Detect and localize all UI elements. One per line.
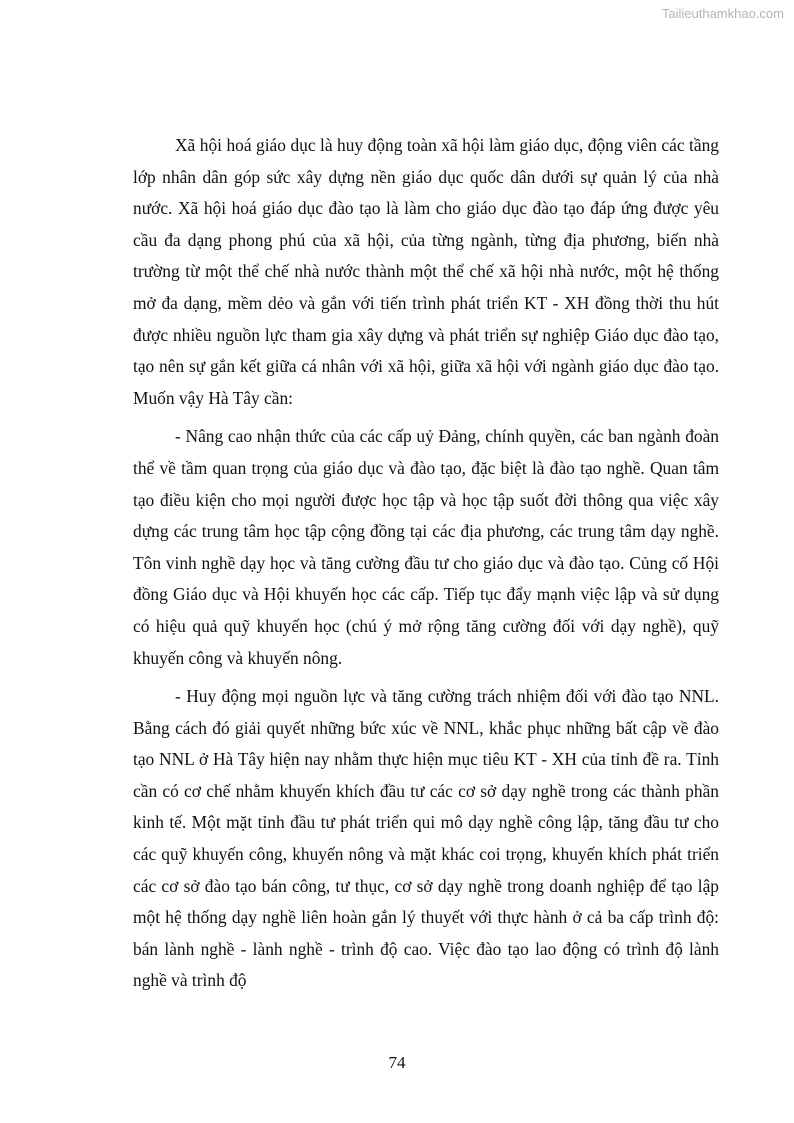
page-body [133,130,719,1004]
paragraph-1: Xã hội hoá giáo dục là huy động toàn xã hội làm giáo dục, động viên các tầng lớp nhân dân góp sức xây dựng nền giáo dục quốc dân dưới sự quản lý của nhà nước. Xã hội hoá giáo dục đào tạo là làm cho giáo dục đào tạo đáp ứng được yêu cầu đa dạng phong phú của xã hội, của từng ngành, từng địa phương, biến nhà trường từ một thể chế nhà nước thành một thể chế xã hội nhà nước, một hệ thống mở đa dạng, mềm dẻo và gắn với tiến trình phát triển KT - XH đồng thời thu hút được nhiều nguồn lực tham gia xây dựng và phát triển sự nghiệp Giáo dục đào tạo, tạo nên sự gắn kết giữa cá nhân với xã hội, giữa xã hội với ngành giáo dục đào tạo. Muốn vậy Hà Tây cần: [133,135,719,408]
watermark: Tailieuthamkhao.com [661,6,784,21]
paragraph-2: - Nâng cao nhận thức của các cấp uỷ Đảng, chính quyền, các ban ngành đoàn thể về tầm quan trọng của giáo dục và đào tạo, đặc biệt là đào tạo nghề. Quan tâm tạo điều kiện cho mọi người được học tập và học tập suốt đời thông qua việc xây dựng các trung tâm học tập cộng đồng tại các địa phương, các trung tâm dạy nghề. Tôn vinh nghề dạy học và tăng cường đầu tư cho giáo dục và đào tạo. Củng cố Hội đồng Giáo dục và Hội khuyến học các cấp. Tiếp tục đẩy mạnh việc lập và sử dụng có hiệu quả quỹ khuyến học (chú ý mở rộng tăng cường đối với dạy nghề), quỹ khuyến công và khuyến nông. [133,426,719,668]
page-number: 74 [388,1053,406,1072]
paragraph-3: - Huy động mọi nguồn lực và tăng cường trách nhiệm đối với đào tạo NNL. Bằng cách đó giải quyết những bức xúc về NNL, khắc phục những bất cập về đào tạo NNL ở Hà Tây hiện nay nhằm thực hiện mục tiêu KT - XH của tỉnh đề ra. Tỉnh cần có cơ chế nhằm khuyến khích đầu tư các cơ sở dạy nghề trong các thành phần kinh tế. Một mặt tỉnh đầu tư phát triển qui mô dạy nghề công lập, tăng đầu tư cho các quỹ khuyến công, khuyến nông và mặt khác coi trọng, khuyến khích phát triển các cơ sở đào tạo bán công, tư thục, cơ sở dạy nghề trong doanh nghiệp để tạo lập một hệ thống dạy nghề liên hoàn gắn lý thuyết với thực hành ở cả ba cấp trình độ: bán lành nghề - lành nghề - trình độ cao. Việc đào tạo lao động có trình độ lành nghề và trình độ [133,686,719,991]
